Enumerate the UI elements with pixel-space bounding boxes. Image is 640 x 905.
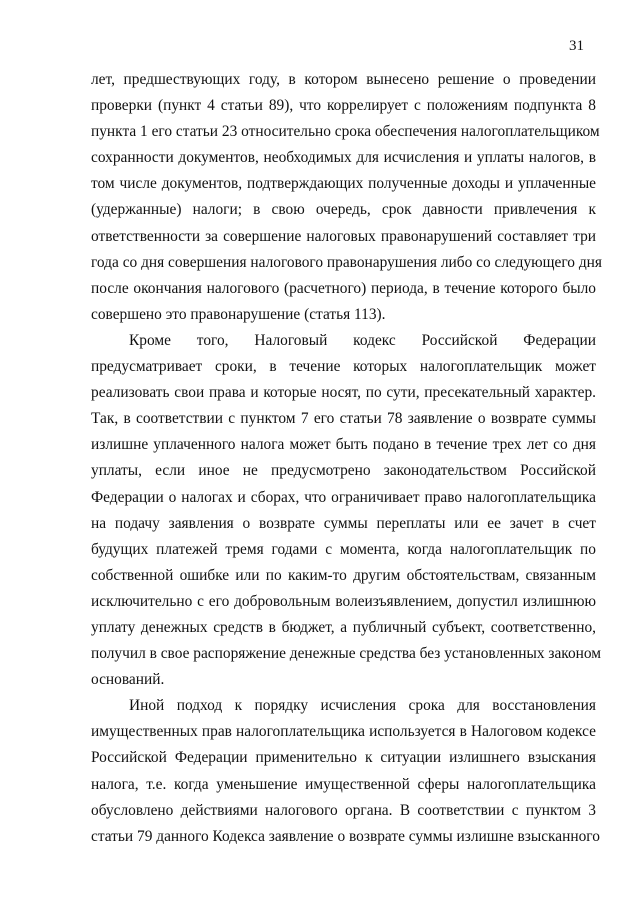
paragraph <box>91 328 602 693</box>
text-line: получил в свое распоряжение денежные средства без установленных законом <box>91 645 602 663</box>
text-line: реализовать свои права и которые носят, по сути, пресекательный характер. <box>91 384 596 402</box>
text-line: на подачу заявления о возврате суммы переплаты или ее зачет в счет <box>91 514 596 532</box>
page-number: 31 <box>569 38 584 54</box>
text-line: исключительно с его добровольным волеизъявлением, допустил излишнюю <box>91 592 596 610</box>
text-line: будущих платежей тремя годами с момента, когда налогоплательщик по <box>91 540 596 558</box>
text-line: налога, т.е. когда уменьшение имущественной сферы налогоплательщика <box>91 775 596 793</box>
text-line: Иной подход к порядку исчисления срока для восстановления <box>129 697 596 715</box>
text-line: совершено это правонарушение (статья 113). <box>91 305 386 323</box>
text-line: пункта 1 его статьи 23 относительно срока обеспечения налогоплательщиком <box>91 123 600 141</box>
text-line: Федерации о налогах и сборах, что ограничивает право налогоплательщика <box>91 488 596 506</box>
paragraph <box>91 67 602 328</box>
text-line: том числе документов, подтверждающих полученные доходы и уплаченные <box>91 175 596 193</box>
text-line: уплату денежных средств в бюджет, а публичный субъект, соответственно, <box>91 618 596 636</box>
text-line: Так, в соответствии с пунктом 7 его статьи 78 заявление о возврате суммы <box>91 410 596 428</box>
document-body <box>91 67 602 850</box>
paragraph <box>91 693 600 850</box>
text-line: имущественных прав налогоплательщика используется в Налоговом кодексе <box>91 723 596 741</box>
text-line: Российской Федерации применительно к ситуации излишнего взыскания <box>91 749 596 767</box>
text-line: года со дня совершения налогового правонарушения либо со следующего дня <box>91 253 602 271</box>
text-line: (удержанные) налоги; в свою очередь, срок давности привлечения к <box>91 201 596 219</box>
text-line: уплаты, если иное не предусмотрено законодательством Российской <box>91 462 596 480</box>
text-line: собственной ошибке или по каким-то другим обстоятельствам, связанным <box>91 566 596 584</box>
text-line: сохранности документов, необходимых для исчисления и уплаты налогов, в <box>91 149 596 167</box>
text-line: Кроме того, Налоговый кодекс Российской Федерации <box>129 331 596 349</box>
text-line: статьи 79 данного Кодекса заявление о возврате суммы излишне взысканного <box>91 827 600 845</box>
text-line: лет, предшествующих году, в котором вынесено решение о проведении <box>91 71 596 88</box>
text-line: проверки (пункт 4 статьи 89), что коррелирует с положениям подпункта 8 <box>91 97 596 115</box>
text-line: оснований. <box>91 671 165 689</box>
text-line: обусловлено действиями налогового органа. В соответствии с пунктом 3 <box>91 801 596 819</box>
text-line: излишне уплаченного налога может быть подано в течение трех лет со дня <box>91 436 596 454</box>
text-line: предусматривает сроки, в течение которых налогоплательщик может <box>91 358 596 376</box>
text-line: ответственности за совершение налоговых правонарушений составляет три <box>91 227 596 245</box>
text-line: после окончания налогового (расчетного) периода, в течение которого было <box>91 279 596 297</box>
